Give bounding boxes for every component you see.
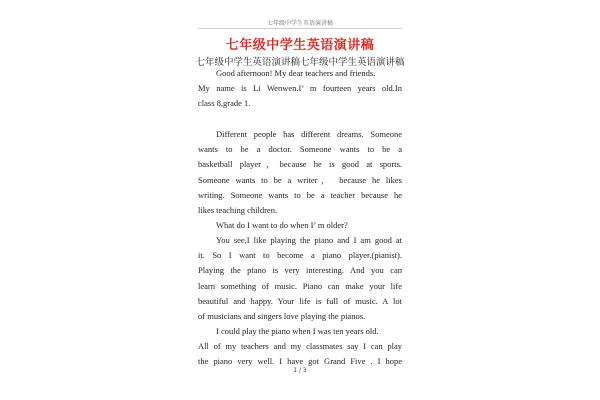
- paragraph-line: the piano very well. I have got Grand Five . I hope: [198, 356, 402, 366]
- paragraph-line: likes teaching children.: [198, 205, 278, 215]
- paragraph-line: All of my teachers and my classmates say I can play: [198, 341, 402, 351]
- paragraph-line: wants to be a doctor. Someone wants to be a: [198, 144, 402, 154]
- paragraph-line: of musicians and singers love playing the pianos.: [198, 311, 366, 321]
- document-title: 七年级中学生英语演讲稿: [225, 38, 375, 53]
- paragraph-line: Someone wants to be a writer， because he likes: [198, 175, 402, 185]
- header-divider: [198, 28, 402, 29]
- paragraph-line: You see,I like playing the piano and I am good at: [216, 235, 402, 245]
- running-header: 七年级中学生英语演讲稿: [266, 20, 333, 27]
- paragraph-line: beautiful and happy. Your life is full of music. A lot: [198, 296, 402, 306]
- paragraph-line: basketball player，because he is good at sports.: [198, 159, 402, 169]
- paragraph-line: it. So I want to become a piano player.(pianist).: [198, 250, 402, 260]
- paragraph-line: Good afternoon! My dear teachers and friends.: [216, 68, 376, 78]
- paragraph-line: Playing the piano is very interesting. And you can: [198, 265, 402, 275]
- paragraph-line: My name is Li Wenwen.I’ m fourteen years old.In: [198, 83, 402, 93]
- document-subtitle: 七年级中学生英语演讲稿七年级中学生英语演讲稿: [195, 57, 405, 68]
- page-number: 1 / 3: [293, 367, 307, 374]
- paragraph-line: I could play the piano when I was ten years old.: [216, 326, 379, 336]
- paragraph-line: learn something of music. Piano can make your life: [198, 281, 402, 291]
- paragraph-line: What do I want to do when I’ m older?: [216, 220, 348, 230]
- paragraph-line: Different people has different dreams. Someone: [216, 129, 402, 139]
- paragraph-line: writing. Someone wants to be a teacher because he: [198, 190, 402, 200]
- paragraph-line: class 8,grade 1.: [198, 98, 251, 108]
